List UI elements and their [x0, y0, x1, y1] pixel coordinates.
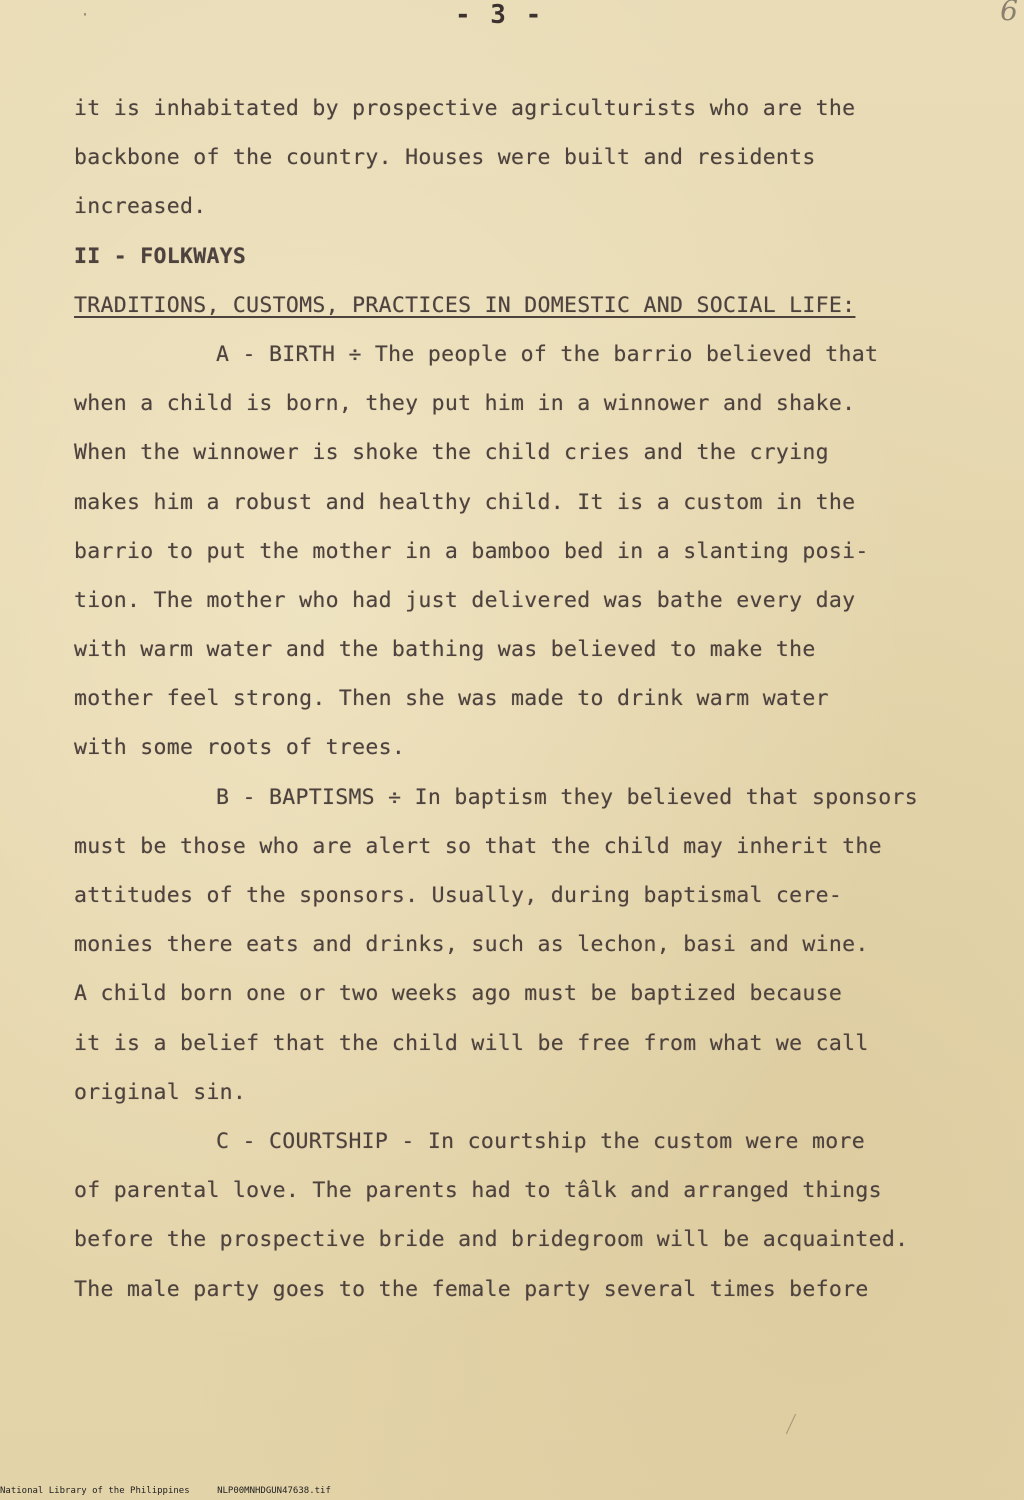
typewritten-text: [74, 84, 1004, 1314]
text-line: increased.: [74, 194, 207, 220]
page-number: - 3 -: [455, 0, 544, 30]
footer-library: National Library of the Philippines: [0, 1486, 190, 1496]
text-line: before the prospective bride and bridegroom will be acquainted.: [74, 1227, 909, 1253]
text-line: A child born one or two weeks ago must be baptized because: [74, 981, 843, 1007]
handwritten-page-note: 6: [1000, 0, 1018, 27]
paragraph-courtship-start: C - COURTSHIP - In courtship the custom were more: [216, 1128, 865, 1154]
text-line: makes him a robust and healthy child. It is a custom in the: [74, 489, 856, 515]
text-line: backbone of the country. Houses were built and residents: [74, 145, 816, 171]
text-line: attitudes of the sponsors. Usually, during baptismal cere-: [74, 883, 843, 908]
text-line: with warm water and the bathing was believed to make the: [74, 637, 816, 663]
text-line: when a child is born, they put him in a winnower and shake.: [74, 391, 856, 417]
text-line: mother feel strong. Then she was made to drink warm water: [74, 686, 829, 712]
subsection-heading-traditions: TRADITIONS, CUSTOMS, PRACTICES IN DOMESTIC AND SOCIAL LIFE:: [74, 292, 856, 318]
tick-mark: ': [82, 12, 89, 23]
text-line: monies there eats and drinks, such as lechon, basi and wine.: [74, 932, 869, 958]
text-line: of parental love. The parents had to tâlk and arranged things: [74, 1178, 882, 1204]
scan-footer: [0, 1486, 353, 1496]
paragraph-baptisms-start: B - BAPTISMS ÷ In baptism they believed that sponsors: [216, 784, 918, 810]
text-line: it is a belief that the child will be free from what we call: [74, 1030, 869, 1056]
paragraph-birth-start: A - BIRTH ÷ The people of the barrio believed that: [216, 341, 879, 367]
text-line: barrio to put the mother in a bamboo bed in a slanting posi-: [74, 538, 869, 564]
text-line: When the winnower is shoke the child cries and the crying: [74, 440, 829, 466]
section-heading-folkways: II - FOLKWAYS: [74, 243, 247, 269]
footer-filename: NLP00MNHDGUN47638.tif: [217, 1486, 331, 1496]
text-line: with some roots of trees.: [74, 735, 406, 761]
text-line: it is inhabitated by prospective agriculturists who are the: [74, 96, 856, 121]
text-line: tion. The mother who had just delivered was bathe every day: [74, 587, 856, 613]
text-line: original sin.: [74, 1079, 247, 1105]
text-line: The male party goes to the female party several times before: [74, 1276, 869, 1302]
stray-pencil-mark: [786, 1414, 805, 1439]
text-line: must be those who are alert so that the child may inherit the: [74, 833, 882, 859]
